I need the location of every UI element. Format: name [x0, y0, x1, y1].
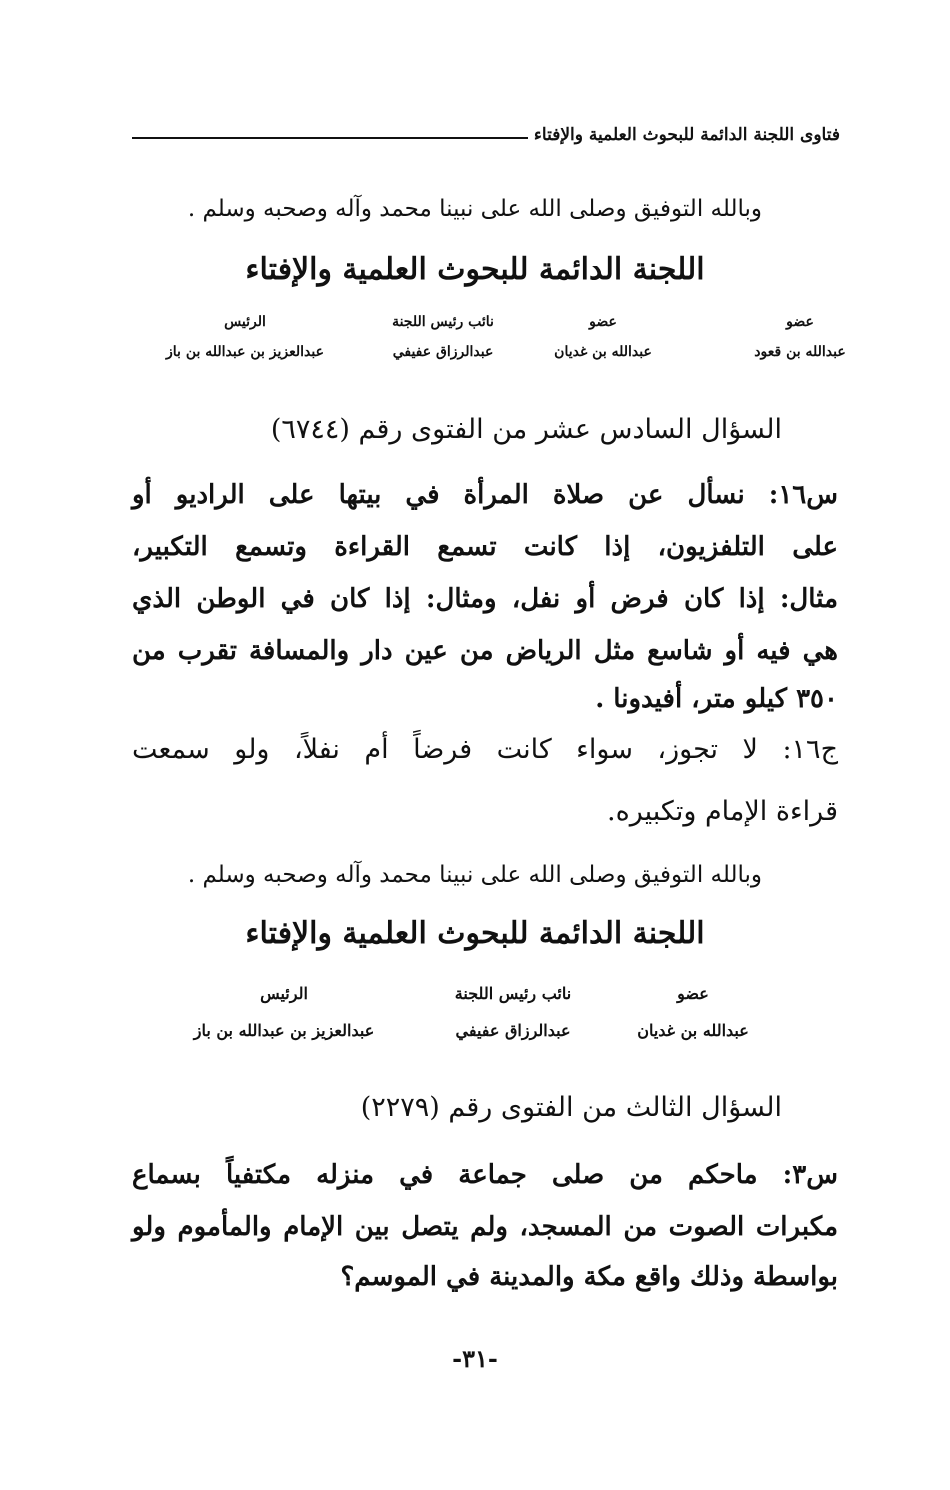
signatory-role: عضو [786, 314, 814, 330]
signatory [392, 314, 494, 360]
signatory-name: عبدالله بن غديان [637, 1021, 749, 1040]
committee-title: اللجنة الدائمة للبحوث العلمية والإفتاء [245, 252, 705, 287]
question-line: ٣٥٠ كيلو متر، أفيدونا . [595, 684, 838, 714]
answer-line: ج١٦: لا تجوز، سواء كانت فرضاً أم نفلاً، ولو سمعت [132, 734, 838, 765]
signatories-block [0, 984, 950, 1044]
question-line: س١٦: نسأل عن صلاة المرأة في بيتها على الراديو أو [132, 480, 838, 510]
question-line: س٣: ماحكم من صلى جماعة في منزله مكتفياً بسماع [132, 1160, 838, 1190]
running-header [132, 120, 840, 150]
signatory-name: عبدالرزاق عفيفي [392, 344, 494, 360]
signatory-role: نائب رئيس اللجنة [392, 314, 494, 330]
question-line: مثال: إذا كان فرض أو نفل، ومثال: إذا كان في الوطن الذي [132, 584, 838, 614]
page-number: -٣١- [452, 1344, 498, 1373]
signatory-role: الرئيس [224, 314, 266, 330]
signatory-name: عبدالله بن غديان [554, 344, 652, 360]
question-line: بواسطة وذلك واقع مكة والمدينة في الموسم؟ [340, 1262, 838, 1292]
signatory [554, 314, 652, 360]
signatory [455, 984, 571, 1040]
signatory [166, 314, 324, 360]
question-line: على التلفزيون، إذا كانت تسمع القراءة وتسمع التكبير، [132, 532, 838, 562]
question-line: مكبرات الصوت من المسجد، ولم يتصل بين الإمام والمأموم ولو [132, 1212, 838, 1242]
signatory-role: الرئيس [260, 984, 308, 1003]
signatory-name: عبدالعزيز بن عبدالله بن باز [193, 1021, 375, 1040]
signatory-name: عبدالرزاق عفيفي [455, 1021, 571, 1040]
fatwa-reference: السؤال الثالث من الفتوى رقم (٢٢٧٩) [360, 1092, 782, 1123]
question-line: هي فيه أو شاسع مثل الرياض من عين دار والمسافة تقرب من [132, 636, 838, 666]
answer-line: قراءة الإمام وتكبيره. [606, 796, 838, 827]
signatory-name: عبدالعزيز بن عبدالله بن باز [166, 344, 324, 360]
signatory [754, 314, 845, 360]
closing-formula: وبالله التوفيق وصلى الله على نبينا محمد وآله وصحبه وسلم . [187, 196, 762, 222]
closing-formula: وبالله التوفيق وصلى الله على نبينا محمد وآله وصحبه وسلم . [187, 862, 762, 888]
running-header-title: فتاوى اللجنة الدائمة للبحوث العلمية والإفتاء [533, 125, 840, 145]
signatories-block [0, 314, 950, 374]
fatwa-reference: السؤال السادس عشر من الفتوى رقم (٦٧٤٤) [270, 414, 782, 445]
signatory-role: عضو [677, 984, 709, 1003]
signatory [637, 984, 749, 1040]
signatory-role: عضو [589, 314, 617, 330]
signatory [194, 984, 375, 1040]
header-rule [132, 137, 528, 139]
signatory-role: نائب رئيس اللجنة [454, 984, 572, 1003]
signatory-name: عبدالله بن قعود [754, 344, 846, 360]
committee-title: اللجنة الدائمة للبحوث العلمية والإفتاء [245, 916, 705, 951]
